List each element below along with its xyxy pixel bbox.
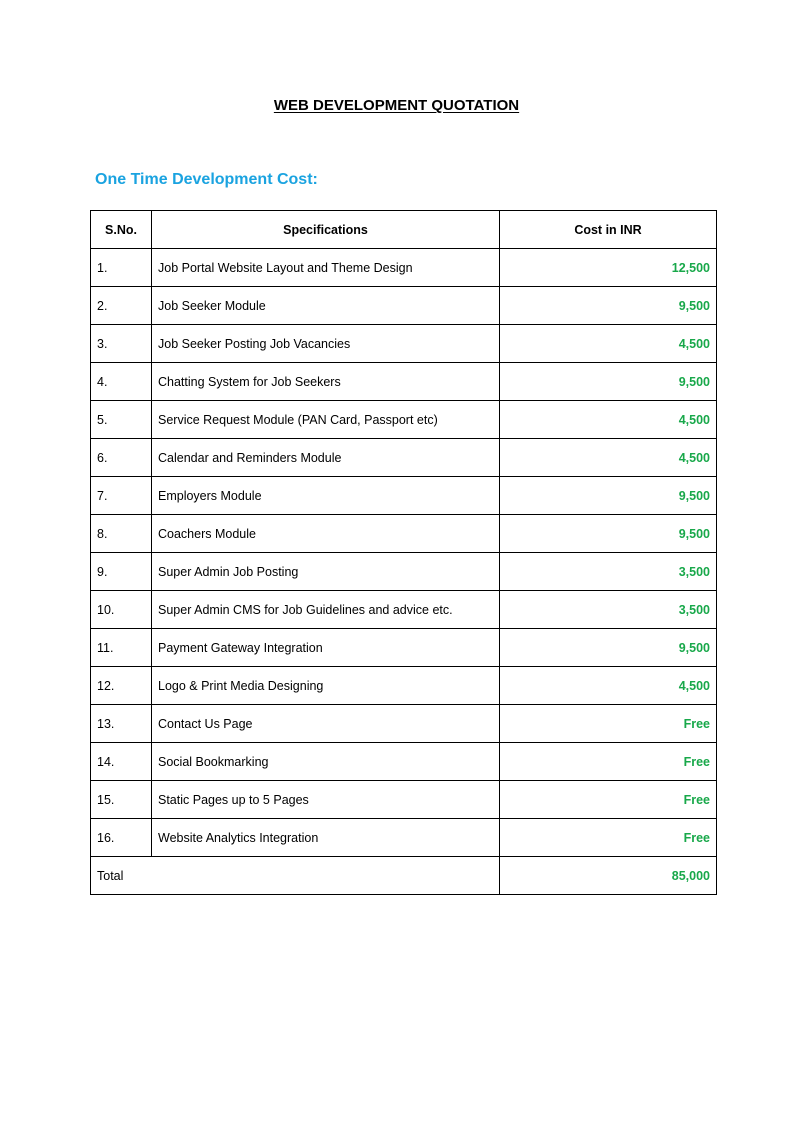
row-specification: Job Portal Website Layout and Theme Design: [152, 249, 500, 287]
row-sno: 6.: [91, 439, 152, 477]
table-row: [91, 515, 717, 553]
table-row: [91, 743, 717, 781]
row-cost: Free: [500, 781, 717, 819]
total-cost: 85,000: [500, 857, 717, 895]
row-sno: 5.: [91, 401, 152, 439]
row-sno: 15.: [91, 781, 152, 819]
table-header-row: [91, 211, 717, 249]
row-cost: 4,500: [500, 439, 717, 477]
row-cost: 9,500: [500, 363, 717, 401]
row-specification: Employers Module: [152, 477, 500, 515]
row-sno: 10.: [91, 591, 152, 629]
table-body: [91, 249, 717, 895]
row-sno: 2.: [91, 287, 152, 325]
table-row: [91, 553, 717, 591]
row-sno: 8.: [91, 515, 152, 553]
section-heading: One Time Development Cost:: [95, 171, 318, 188]
table-row: [91, 325, 717, 363]
table-row: [91, 401, 717, 439]
row-specification: Payment Gateway Integration: [152, 629, 500, 667]
table-row: [91, 781, 717, 819]
header-specifications: Specifications: [152, 211, 500, 249]
document-title-text: WEB DEVELOPMENT QUOTATION: [273, 97, 520, 114]
row-specification: Super Admin Job Posting: [152, 553, 500, 591]
row-specification: Contact Us Page: [152, 705, 500, 743]
row-cost: 9,500: [500, 629, 717, 667]
row-cost: 4,500: [500, 325, 717, 363]
row-sno: 11.: [91, 629, 152, 667]
table-row: [91, 819, 717, 857]
row-sno: 1.: [91, 249, 152, 287]
row-specification: Website Analytics Integration: [152, 819, 500, 857]
row-specification: Static Pages up to 5 Pages: [152, 781, 500, 819]
row-specification: Chatting System for Job Seekers: [152, 363, 500, 401]
table-row: [91, 667, 717, 705]
table-row: [91, 629, 717, 667]
row-specification: Service Request Module (PAN Card, Passport etc): [152, 401, 500, 439]
table-row: [91, 363, 717, 401]
row-cost: 3,500: [500, 591, 717, 629]
row-specification: Social Bookmarking: [152, 743, 500, 781]
row-specification: Super Admin CMS for Job Guidelines and advice etc.: [152, 591, 500, 629]
row-cost: Free: [500, 705, 717, 743]
table-row: [91, 705, 717, 743]
row-specification: Coachers Module: [152, 515, 500, 553]
row-sno: 9.: [91, 553, 152, 591]
row-cost: Free: [500, 819, 717, 857]
row-cost: Free: [500, 743, 717, 781]
row-cost: 3,500: [500, 553, 717, 591]
row-cost: 9,500: [500, 477, 717, 515]
header-sno: S.No.: [91, 211, 152, 249]
row-specification: Job Seeker Module: [152, 287, 500, 325]
row-specification: Calendar and Reminders Module: [152, 439, 500, 477]
row-cost: 4,500: [500, 667, 717, 705]
total-label: Total: [91, 857, 500, 895]
row-cost: 4,500: [500, 401, 717, 439]
document-title: [0, 96, 793, 116]
table-row: [91, 287, 717, 325]
table-row: [91, 439, 717, 477]
table-row: [91, 249, 717, 287]
row-sno: 14.: [91, 743, 152, 781]
row-sno: 4.: [91, 363, 152, 401]
quotation-table: [90, 210, 717, 895]
table-row: [91, 477, 717, 515]
row-sno: 13.: [91, 705, 152, 743]
total-row: [91, 857, 717, 895]
row-sno: 7.: [91, 477, 152, 515]
header-cost: Cost in INR: [500, 211, 717, 249]
table-row: [91, 591, 717, 629]
row-cost: 9,500: [500, 515, 717, 553]
row-sno: 3.: [91, 325, 152, 363]
row-cost: 12,500: [500, 249, 717, 287]
row-cost: 9,500: [500, 287, 717, 325]
row-sno: 12.: [91, 667, 152, 705]
row-specification: Job Seeker Posting Job Vacancies: [152, 325, 500, 363]
row-specification: Logo & Print Media Designing: [152, 667, 500, 705]
row-sno: 16.: [91, 819, 152, 857]
